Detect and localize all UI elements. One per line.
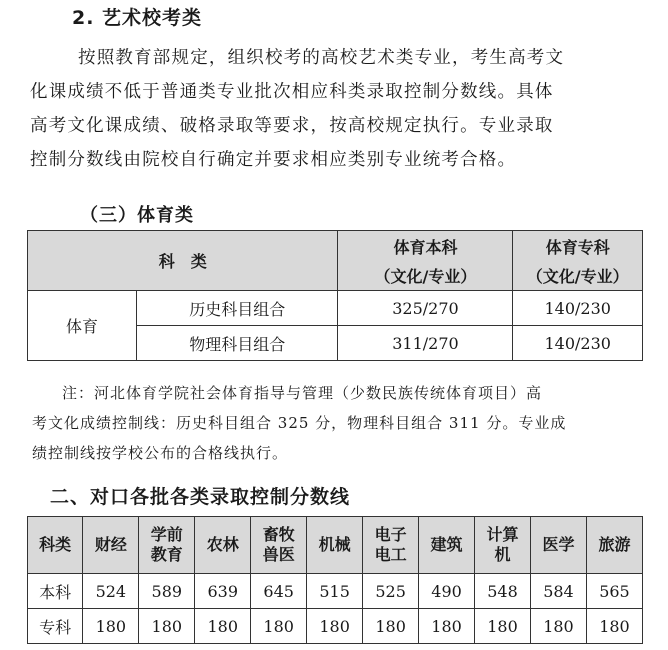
header-college [513, 231, 643, 291]
header-college-sub: （文化/专业） [526, 266, 629, 286]
art-paragraph-line: 按照教育部规定，组织校考的高校艺术类专业，考生高考文 [78, 48, 565, 68]
score-cell: 180 [586, 609, 642, 644]
header-cell: 机械 [307, 517, 363, 574]
score-cell: 524 [83, 574, 139, 609]
score-cell: 180 [251, 609, 307, 644]
header-undergrad-title: 体育本科 [393, 237, 458, 257]
art-section-heading: 2. 艺术校考类 [72, 7, 203, 29]
header-cell: 学前 教育 [139, 517, 195, 574]
duikou-section-heading: 二、对口各批各类录取控制分数线 [50, 486, 351, 508]
header-cell: 计算 机 [475, 517, 531, 574]
header-college-title: 体育专科 [545, 237, 610, 257]
art-paragraph [30, 41, 650, 177]
score-cell: 525 [363, 574, 419, 609]
score-cell: 548 [475, 574, 531, 609]
header-undergrad [338, 231, 513, 291]
score-cell: 490 [419, 574, 475, 609]
art-paragraph-line: 控制分数线由院校自行确定并要求相应类别专业统考合格。 [30, 150, 517, 170]
table-row [28, 609, 643, 644]
sports-score-table [27, 230, 643, 361]
header-cell: 畜牧 兽医 [251, 517, 307, 574]
score-cell: 584 [530, 574, 586, 609]
header-cell: 旅游 [586, 517, 642, 574]
combo-cell: 历史科目组合 [137, 291, 338, 326]
score-cell: 565 [586, 574, 642, 609]
score-cell: 本科 [28, 574, 83, 609]
sports-table-header [28, 231, 643, 291]
score-cell: 589 [139, 574, 195, 609]
note-line: 绩控制线按学校公布的合格线执行。 [32, 444, 289, 462]
note-line: 考文化成绩控制线：历史科目组合 325 分，物理科目组合 311 分。专业成 [32, 414, 567, 432]
college-score: 140/230 [513, 291, 643, 326]
score-cell: 专科 [28, 609, 83, 644]
score-cell: 180 [363, 609, 419, 644]
header-cell: 医学 [530, 517, 586, 574]
header-cell: 财经 [83, 517, 139, 574]
undergrad-score: 325/270 [338, 291, 513, 326]
sports-note [32, 378, 642, 468]
college-score: 140/230 [513, 326, 643, 361]
score-cell: 180 [139, 609, 195, 644]
header-undergrad-sub: （文化/专业） [374, 266, 477, 286]
score-cell: 180 [195, 609, 251, 644]
header-cell: 电子 电工 [363, 517, 419, 574]
score-cell: 639 [195, 574, 251, 609]
score-cell: 180 [419, 609, 475, 644]
table-row [28, 291, 643, 326]
duikou-table-header [28, 517, 643, 574]
score-cell: 515 [307, 574, 363, 609]
header-subject: 科 类 [28, 231, 338, 291]
art-paragraph-line: 化课成绩不低于普通类专业批次相应科类录取控制分数线。具体 [30, 82, 554, 102]
duikou-score-table [27, 516, 643, 644]
note-line: 注：河北体育学院社会体育指导与管理（少数民族传统体育项目）高 [62, 384, 543, 402]
score-cell: 180 [475, 609, 531, 644]
score-cell: 180 [83, 609, 139, 644]
score-cell: 180 [307, 609, 363, 644]
combo-cell: 物理科目组合 [137, 326, 338, 361]
header-cell: 建筑 [419, 517, 475, 574]
category-cell: 体育 [28, 291, 137, 361]
score-cell: 645 [251, 574, 307, 609]
header-cell: 科类 [28, 517, 83, 574]
header-cell: 农林 [195, 517, 251, 574]
score-cell: 180 [530, 609, 586, 644]
undergrad-score: 311/270 [338, 326, 513, 361]
sports-section-heading: （三）体育类 [80, 205, 194, 226]
art-paragraph-line: 高考文化课成绩、破格录取等要求，按高校规定执行。专业录取 [30, 116, 554, 136]
table-row [28, 574, 643, 609]
